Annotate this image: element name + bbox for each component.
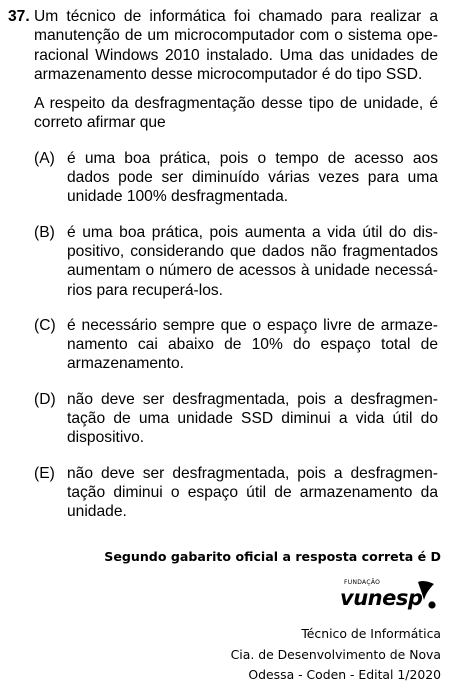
question-stem	[8, 7, 438, 538]
vunesp-logo	[330, 578, 440, 616]
question-body	[34, 7, 438, 538]
logo-wordmark: vunesp	[340, 586, 423, 610]
option-d	[34, 390, 438, 448]
answer-note: Segundo gabarito oficial a resposta correta é D	[104, 549, 441, 564]
option-a	[34, 149, 438, 207]
option-letter: (A)	[34, 149, 55, 167]
option-text: não deve ser desfragmentada, pois a desfragmen-tação diminui o espaço útil de armazenamento da unidade.	[67, 464, 438, 521]
option-c	[34, 316, 438, 374]
footer-role: Técnico de Informática	[301, 626, 441, 641]
option-b	[34, 223, 438, 300]
option-letter: (C)	[34, 316, 56, 334]
option-letter: (E)	[34, 464, 55, 482]
option-text: é necessário sempre que o espaço livre de armaze-namento cai abaixo de 10% do espaço total de armazenamento.	[67, 316, 438, 373]
question-statement: Um técnico de informática foi chamado para realizar a manutenção de um microcomputador com o sistema ope-racional Windows 2010 instalado. Uma das unidades de armazenamento desse microcomputador é do tipo SSD.	[34, 8, 438, 83]
option-e	[34, 464, 438, 522]
options-list	[34, 149, 438, 522]
option-text: é uma boa prática, pois o tempo de acesso aos dados pode ser diminuído várias vezes para uma unidade 100% desfragmentada.	[67, 149, 438, 206]
question-block	[8, 7, 438, 538]
exam-footer	[0, 624, 441, 686]
logo-foundation-text: FUNDAÇÃO	[344, 579, 381, 586]
footer-company: Cia. de Desenvolvimento de Nova	[230, 646, 441, 662]
option-letter: (B)	[34, 223, 55, 241]
option-text: é uma boa prática, pois aumenta a vida útil do dis-positivo, considerando que dados não fragmentados aumentam o número de acessos à unidade necessá-rios para recuperá-los.	[67, 223, 438, 299]
vunesp-logo-mark-icon	[416, 578, 440, 614]
option-text: não deve ser desfragmentada, pois a desfragmen-tação de uma unidade SSD diminui a vida útil do dispositivo.	[67, 390, 438, 447]
question-number: 37.	[8, 8, 30, 25]
question-prompt: A respeito da desfragmentação desse tipo de unidade, é correto afirmar que	[34, 95, 438, 132]
option-letter: (D)	[34, 390, 56, 408]
footer-notice: Odessa - Coden - Edital 1/2020	[248, 667, 441, 683]
